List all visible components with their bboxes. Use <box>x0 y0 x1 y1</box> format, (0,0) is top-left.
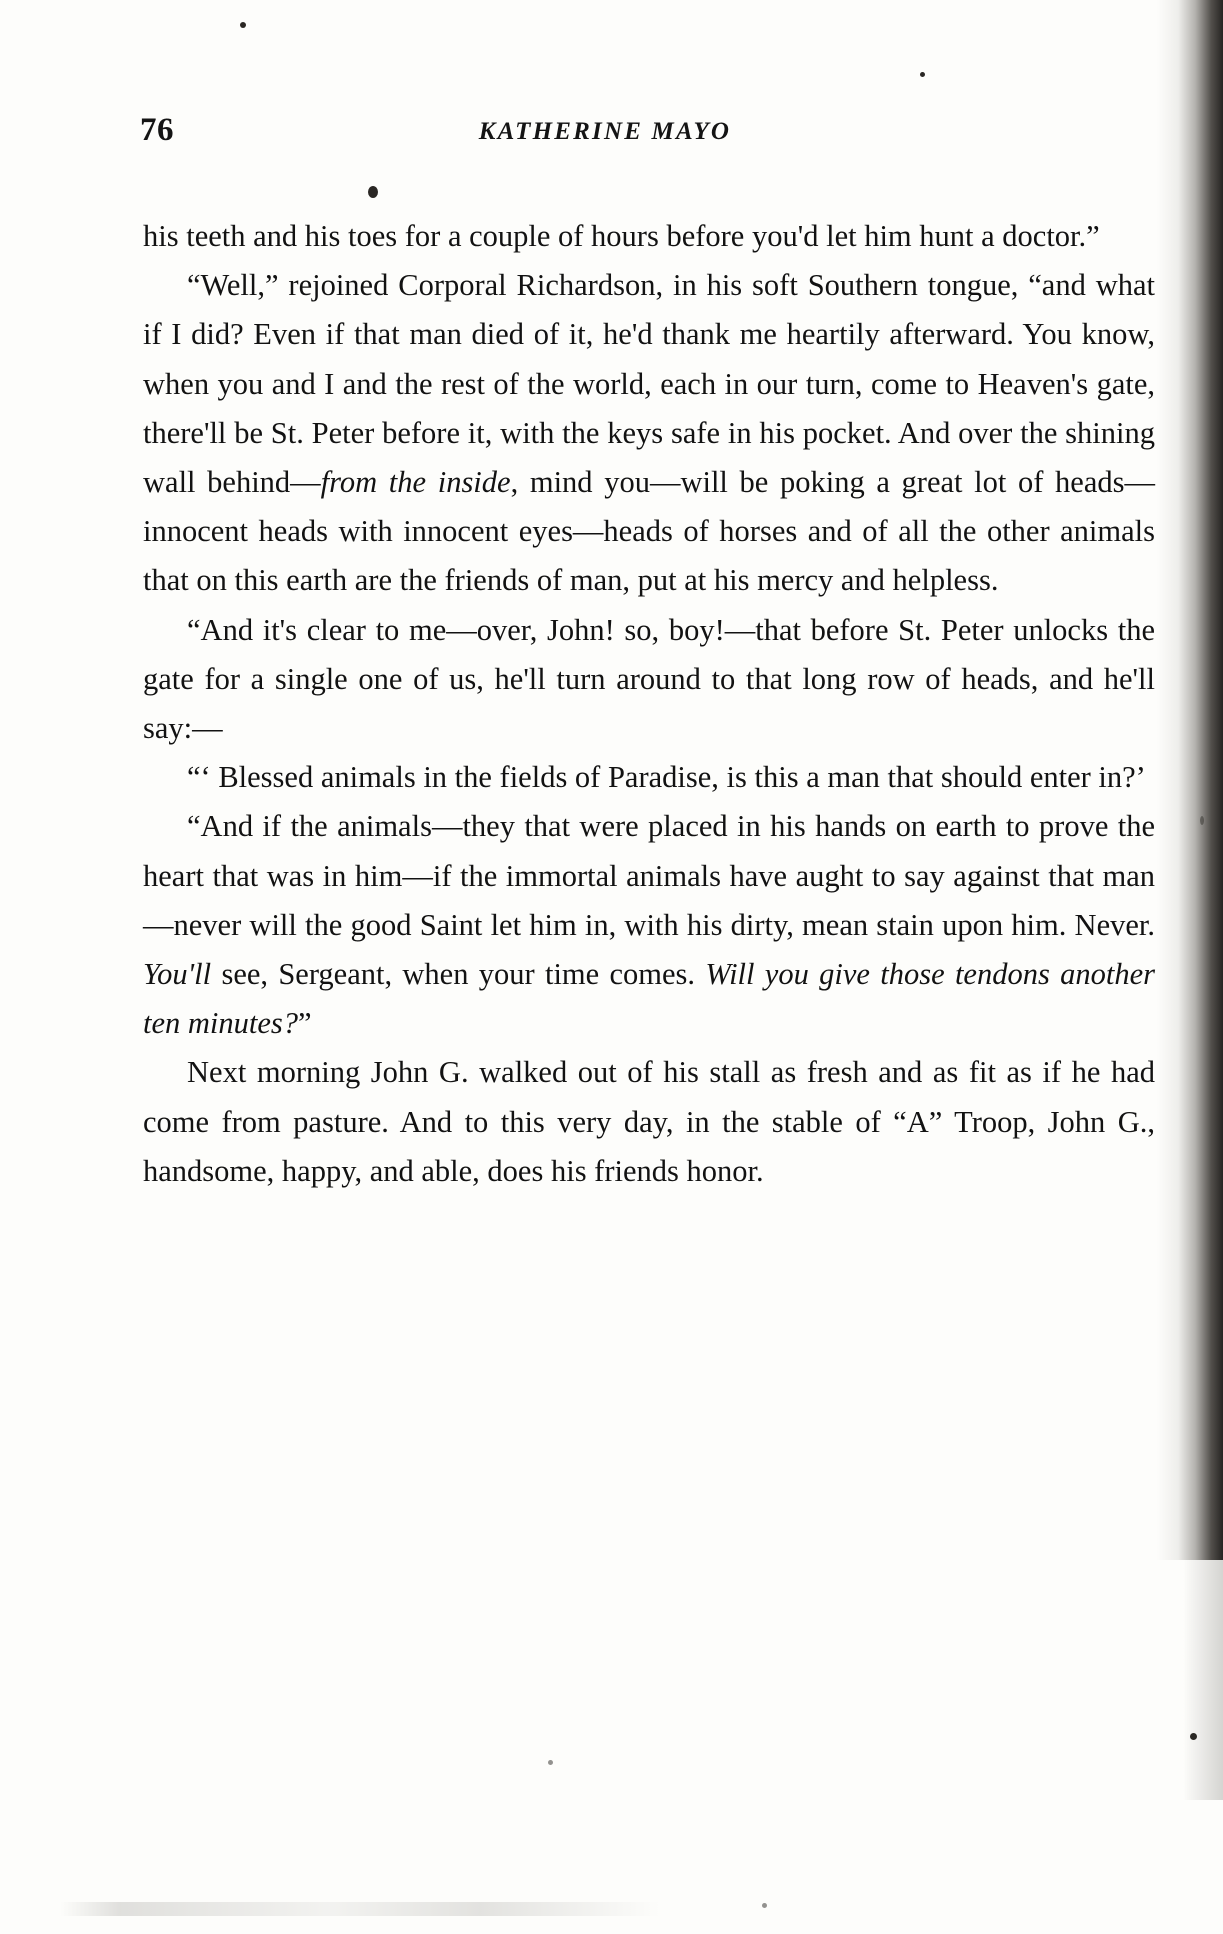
page-header <box>140 112 1150 152</box>
running-head: KATHERINE MAYO <box>478 118 732 145</box>
paragraph-part: see, Sergeant, when your time comes. <box>211 957 706 992</box>
paragraph: Next morning John G. walked out of his stall as fresh and as fit as if he had come from pasture. And to this very day, in the stable of “A” Troop, John G., handsome, happy, and able, does his friends honor. <box>143 1055 1155 1188</box>
paragraph-part: “And if the animals—they that were placed in his hands on earth to prove the heart that was in him—if the immortal animals have aught to say against that man—never will the good Saint let him in, with his dirty, mean stain upon him. Never. <box>143 809 1155 942</box>
paragraph-part: “Well,” rejoined Corporal Richardson, in his soft Southern tongue, “and what if I did? Even if that man died of it, he'd thank me heartily afterward. You know, when you and I and the rest of the world, each in our turn, come to Heaven's gate, there'll be St. Peter before it, with the keys safe in his pocket. And over the shining wall behind— <box>143 268 1155 500</box>
body-text <box>143 212 1155 1196</box>
paragraph-italic: from the inside <box>320 465 511 500</box>
page-number: 76 <box>140 112 174 148</box>
paragraph-italic: You'll <box>143 957 212 992</box>
paragraph: “‘ Blessed animals in the fields of Paradise, is this a man that should enter in?’ <box>187 760 1146 795</box>
paragraph-italic: Will you give those tendons another ten minutes? <box>143 957 1156 1041</box>
paragraph-part: , mind you—will be poking a great lot of heads—innocent heads with innocent eyes—heads of horses and of all the other animals that on this earth are the friends of man, put at his mercy and helpless. <box>143 465 1155 598</box>
paragraph <box>143 261 1155 605</box>
paragraph: “And it's clear to me—over, John! so, boy!—that before St. Peter unlocks the gate for a single one of us, he'll turn around to that long row of heads, and he'll say:— <box>143 612 1155 746</box>
paragraph: his teeth and his toes for a couple of hours before you'd let him hunt a doctor.” <box>143 219 1100 253</box>
paragraph <box>143 802 1155 1048</box>
paragraph-part: ” <box>298 1006 312 1041</box>
